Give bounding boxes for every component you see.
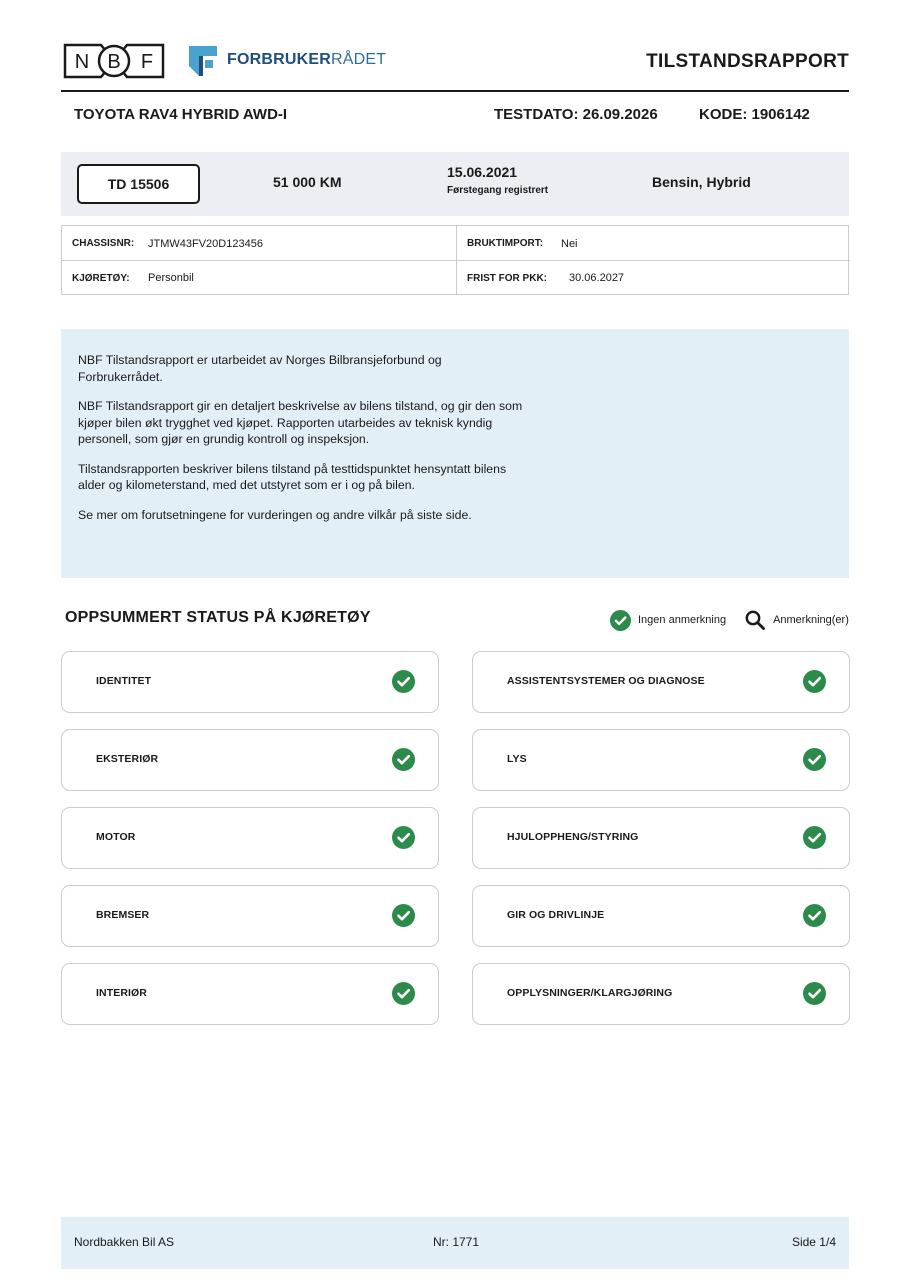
footer-page-number: Side 1/4 bbox=[791, 1235, 836, 1249]
forbrukerradet-mark-icon bbox=[185, 42, 221, 78]
check-icon bbox=[803, 670, 826, 693]
status-card-label: HJULOPPHENG/STYRING bbox=[507, 831, 639, 843]
check-icon bbox=[392, 826, 415, 849]
status-card bbox=[61, 885, 439, 947]
report-code: KODE: 1906142 bbox=[699, 106, 810, 123]
status-card-label: LYS bbox=[507, 753, 527, 765]
page-footer bbox=[61, 1217, 849, 1269]
nbf-logo-letter-f: F bbox=[140, 51, 154, 73]
forbrukerradet-wordmark-bold: FORBRUKER bbox=[227, 51, 332, 68]
check-icon bbox=[392, 670, 415, 693]
info-paragraph-2: NBF Tilstandsrapport gir en detaljert beskrivelse av bilens tilstand, og gir den som kjøper bilen økt trygghet ved kjøpet. Rapporten utarbeides av teknisk kyndig personell, som gjør en grundig kontroll og inspeksjon. bbox=[78, 399, 523, 446]
info-box bbox=[61, 329, 849, 578]
import-cell bbox=[456, 226, 850, 261]
nbf-logo bbox=[63, 43, 165, 84]
check-icon bbox=[392, 982, 415, 1005]
check-icon bbox=[803, 904, 826, 927]
status-section-title: OPPSUMMERT STATUS PÅ KJØRETØY bbox=[65, 609, 371, 626]
info-paragraph-4: Se mer om forutsetningene for vurderingen og andre vilkår på siste side. bbox=[78, 507, 472, 522]
check-icon bbox=[392, 748, 415, 771]
legend-ok-label: Ingen anmerkning bbox=[638, 614, 727, 626]
vehicle-info-row bbox=[61, 104, 849, 128]
status-card bbox=[472, 807, 850, 869]
vehicle-details-table bbox=[61, 225, 849, 295]
check-icon bbox=[803, 982, 826, 1005]
vehicle-type-value: Personbil bbox=[148, 272, 194, 284]
first-registration-label: Førstegang registrert bbox=[447, 185, 549, 196]
pkk-label: FRIST FOR PKK: bbox=[467, 272, 547, 284]
registration-plate: TD 15506 bbox=[77, 164, 200, 204]
forbrukerradet-wordmark-light: RÅDET bbox=[331, 51, 387, 68]
check-icon bbox=[803, 748, 826, 771]
magnifier-icon bbox=[744, 609, 766, 631]
check-icon bbox=[803, 826, 826, 849]
first-registration bbox=[447, 164, 548, 196]
nbf-logo-letter-b: B bbox=[107, 51, 121, 73]
status-card-label: MOTOR bbox=[96, 831, 136, 843]
status-card-label: INTERIØR bbox=[96, 987, 147, 999]
legend-remark-label: Anmerkning(er) bbox=[773, 614, 849, 626]
forbrukerradet-wordmark bbox=[227, 51, 386, 69]
status-card-label: IDENTITET bbox=[96, 675, 152, 687]
status-card-label: BREMSER bbox=[96, 909, 150, 921]
vehicle-type-label: KJØRETØY: bbox=[72, 272, 130, 284]
status-card-label: OPPLYSNINGER/KLARGJØRING bbox=[507, 987, 673, 999]
import-value: Nei bbox=[561, 237, 578, 250]
status-card bbox=[61, 963, 439, 1025]
info-paragraph-1: NBF Tilstandsrapport er utarbeidet av Norges Bilbransjeforbund og Forbrukerrådet. bbox=[78, 353, 442, 384]
status-card bbox=[472, 885, 850, 947]
status-card bbox=[472, 729, 850, 791]
vehicle-summary-band bbox=[61, 152, 849, 216]
check-icon bbox=[610, 610, 631, 631]
status-card bbox=[61, 651, 439, 713]
status-legend bbox=[610, 609, 849, 631]
first-registration-date: 15.06.2021 bbox=[447, 164, 518, 180]
status-card-label: GIR OG DRIVLINJE bbox=[507, 909, 605, 921]
info-paragraph-3: Tilstandsrapporten beskriver bilens tilstand på testtidspunktet hensyntatt bilens alder og kilometerstand, med det utstyret som er i og på bilen. bbox=[78, 461, 507, 492]
fuel-type: Bensin, Hybrid bbox=[652, 174, 751, 190]
status-card bbox=[61, 729, 439, 791]
chassis-label: CHASSISNR: bbox=[72, 238, 135, 249]
vehicle-type-cell bbox=[62, 260, 456, 295]
nbf-logo-letter-n: N bbox=[74, 51, 90, 73]
pkk-cell bbox=[456, 260, 850, 295]
chassis-value: JTMW43FV20D123456 bbox=[148, 237, 263, 250]
info-text bbox=[78, 352, 528, 536]
chassis-cell bbox=[62, 226, 456, 261]
forbrukerradet-logo bbox=[185, 42, 386, 78]
status-card bbox=[61, 807, 439, 869]
test-date: TESTDATO: 26.09.2026 bbox=[494, 106, 658, 123]
status-card bbox=[472, 963, 850, 1025]
report-header bbox=[61, 40, 849, 92]
legend-remark bbox=[744, 609, 849, 631]
mileage: 51 000 KM bbox=[273, 174, 342, 190]
pkk-value: 30.06.2027 bbox=[569, 272, 625, 284]
status-card bbox=[472, 651, 850, 713]
document-title: TILSTANDSRAPPORT bbox=[646, 51, 849, 72]
status-card-label: ASSISTENTSYSTEMER OG DIAGNOSE bbox=[507, 675, 705, 687]
legend-ok bbox=[610, 610, 726, 631]
import-label: BRUKTIMPORT: bbox=[467, 238, 544, 249]
footer-company: Nordbakken Bil AS bbox=[74, 1235, 175, 1249]
footer-number: Nr: 1771 bbox=[433, 1235, 480, 1249]
check-icon bbox=[392, 904, 415, 927]
vehicle-name: TOYOTA RAV4 HYBRID AWD-I bbox=[74, 106, 288, 123]
status-card-label: EKSTERIØR bbox=[96, 753, 159, 765]
